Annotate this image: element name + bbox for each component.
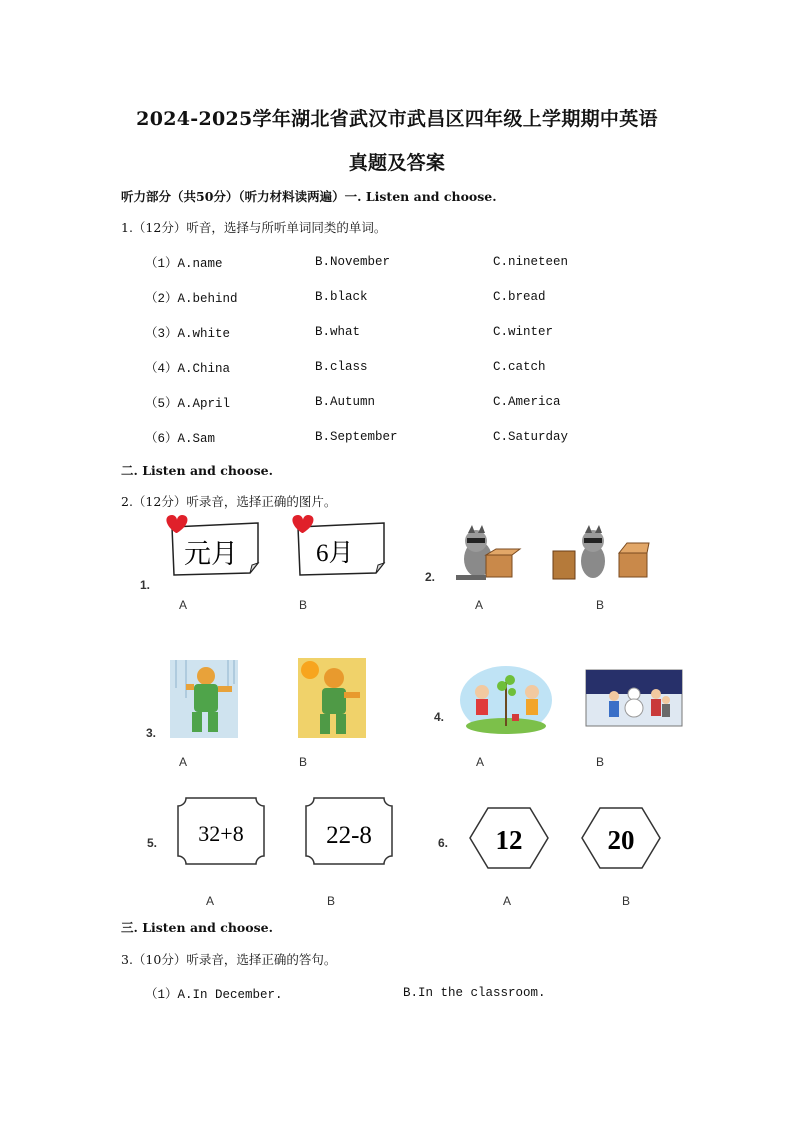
pic3-number: 3. <box>146 726 157 740</box>
q1-item2-b: B.black <box>315 290 368 304</box>
pic6-a-text: 12 <box>495 825 523 855</box>
q3-item1-b: B.In the classroom. <box>403 986 546 1000</box>
pic6-b-hexagon <box>582 808 660 868</box>
pic4-season-images <box>458 664 686 736</box>
pic5-a-frame <box>178 798 264 864</box>
pic6-a-label: A <box>503 894 512 908</box>
pic1-number: 1. <box>140 578 151 592</box>
pic3-tiger-images <box>170 658 370 742</box>
pic5-b-frame <box>306 798 392 864</box>
pic5-math-frames <box>176 794 398 874</box>
pic2-b-label: B <box>596 598 605 612</box>
pic6-number: 6. <box>438 836 449 850</box>
pic3-b-label: B <box>299 755 308 769</box>
pic1-a-sign <box>166 515 258 575</box>
question3-prompt: 3.（10分）听录音，选择正确的答句。 <box>121 952 337 967</box>
q1-item3-c: C.winter <box>493 325 554 339</box>
q1-item6-b: B.September <box>315 430 398 444</box>
section3-heading: 三. Listen and choose. <box>121 920 273 935</box>
pic4-b-label: B <box>596 755 605 769</box>
q1-item1-b: B.November <box>315 255 391 269</box>
pic2-a-label: A <box>475 598 484 612</box>
pic1-a-text: 元月 <box>184 539 238 569</box>
q1-item4-c: C.catch <box>493 360 546 374</box>
q1-item3-b: B.what <box>315 325 361 339</box>
pic4-a-planting-tree <box>460 666 552 734</box>
pic5-b-label: B <box>327 894 336 908</box>
pic6-a-hexagon <box>470 808 548 868</box>
pic4-number: 4. <box>434 710 445 724</box>
pic6-b-label: B <box>622 894 631 908</box>
question1-prompt: 1.（12分）听音，选择与所听单词同类的单词。 <box>121 220 387 235</box>
q1-item6-a: （6）A.Sam <box>145 432 216 446</box>
pic2-number: 2. <box>425 570 436 584</box>
section1-heading: 听力部分（共50分）（听力材料读两遍）一. Listen and choose. <box>121 189 497 204</box>
q1-item4-b: B.class <box>315 360 368 374</box>
q1-item1-a: （1）A.name <box>145 257 223 271</box>
pic3-a-tiger-cold <box>170 660 238 738</box>
q1-item2-c: C.bread <box>493 290 546 304</box>
q3-item1-a: （1）A.In December. <box>145 988 283 1002</box>
pic5-b-text: 22-8 <box>326 822 372 849</box>
pic1-b-text: 6月 <box>316 540 354 567</box>
pic1-a-label: A <box>179 598 188 612</box>
document-title-line2: 真题及答案 <box>348 152 446 174</box>
q1-item6-c: C.Saturday <box>493 430 569 444</box>
section2-heading: 二. Listen and choose. <box>121 463 273 478</box>
q1-item5-b: B.Autumn <box>315 395 376 409</box>
q1-item1-c: C.nineteen <box>493 255 569 269</box>
pic6-b-text: 20 <box>607 825 635 855</box>
q1-item4-a: （4）A.China <box>145 362 231 376</box>
pic3-a-label: A <box>179 755 188 769</box>
pic6-hexagon-numbers <box>468 806 664 870</box>
pic2-a-raccoon-behind-box <box>456 525 520 580</box>
document-title-line1: 2024-2025学年湖北省武汉市武昌区四年级上学期期中英语 <box>136 108 658 130</box>
q1-item2-a: （2）A.behind <box>145 292 238 306</box>
pic4-b-snowman <box>586 670 682 726</box>
question2-prompt: 2.（12分）听录音，选择正确的图片。 <box>121 494 337 509</box>
pic4-a-label: A <box>476 755 485 769</box>
pic5-a-text: 32+8 <box>198 821 244 846</box>
pic2-raccoon-images <box>448 525 658 585</box>
q1-item5-c: C.America <box>493 395 561 409</box>
pic3-b-tiger-hot <box>298 658 366 738</box>
pic1-calendar-signs <box>160 515 400 585</box>
pic2-b-raccoon-between-boxes <box>553 525 649 579</box>
q1-item5-a: （5）A.April <box>145 397 231 411</box>
pic1-b-sign <box>292 515 384 575</box>
q1-item3-a: （3）A.white <box>145 327 231 341</box>
pic1-b-label: B <box>299 598 308 612</box>
pic5-number: 5. <box>147 836 158 850</box>
pic5-a-label: A <box>206 894 215 908</box>
